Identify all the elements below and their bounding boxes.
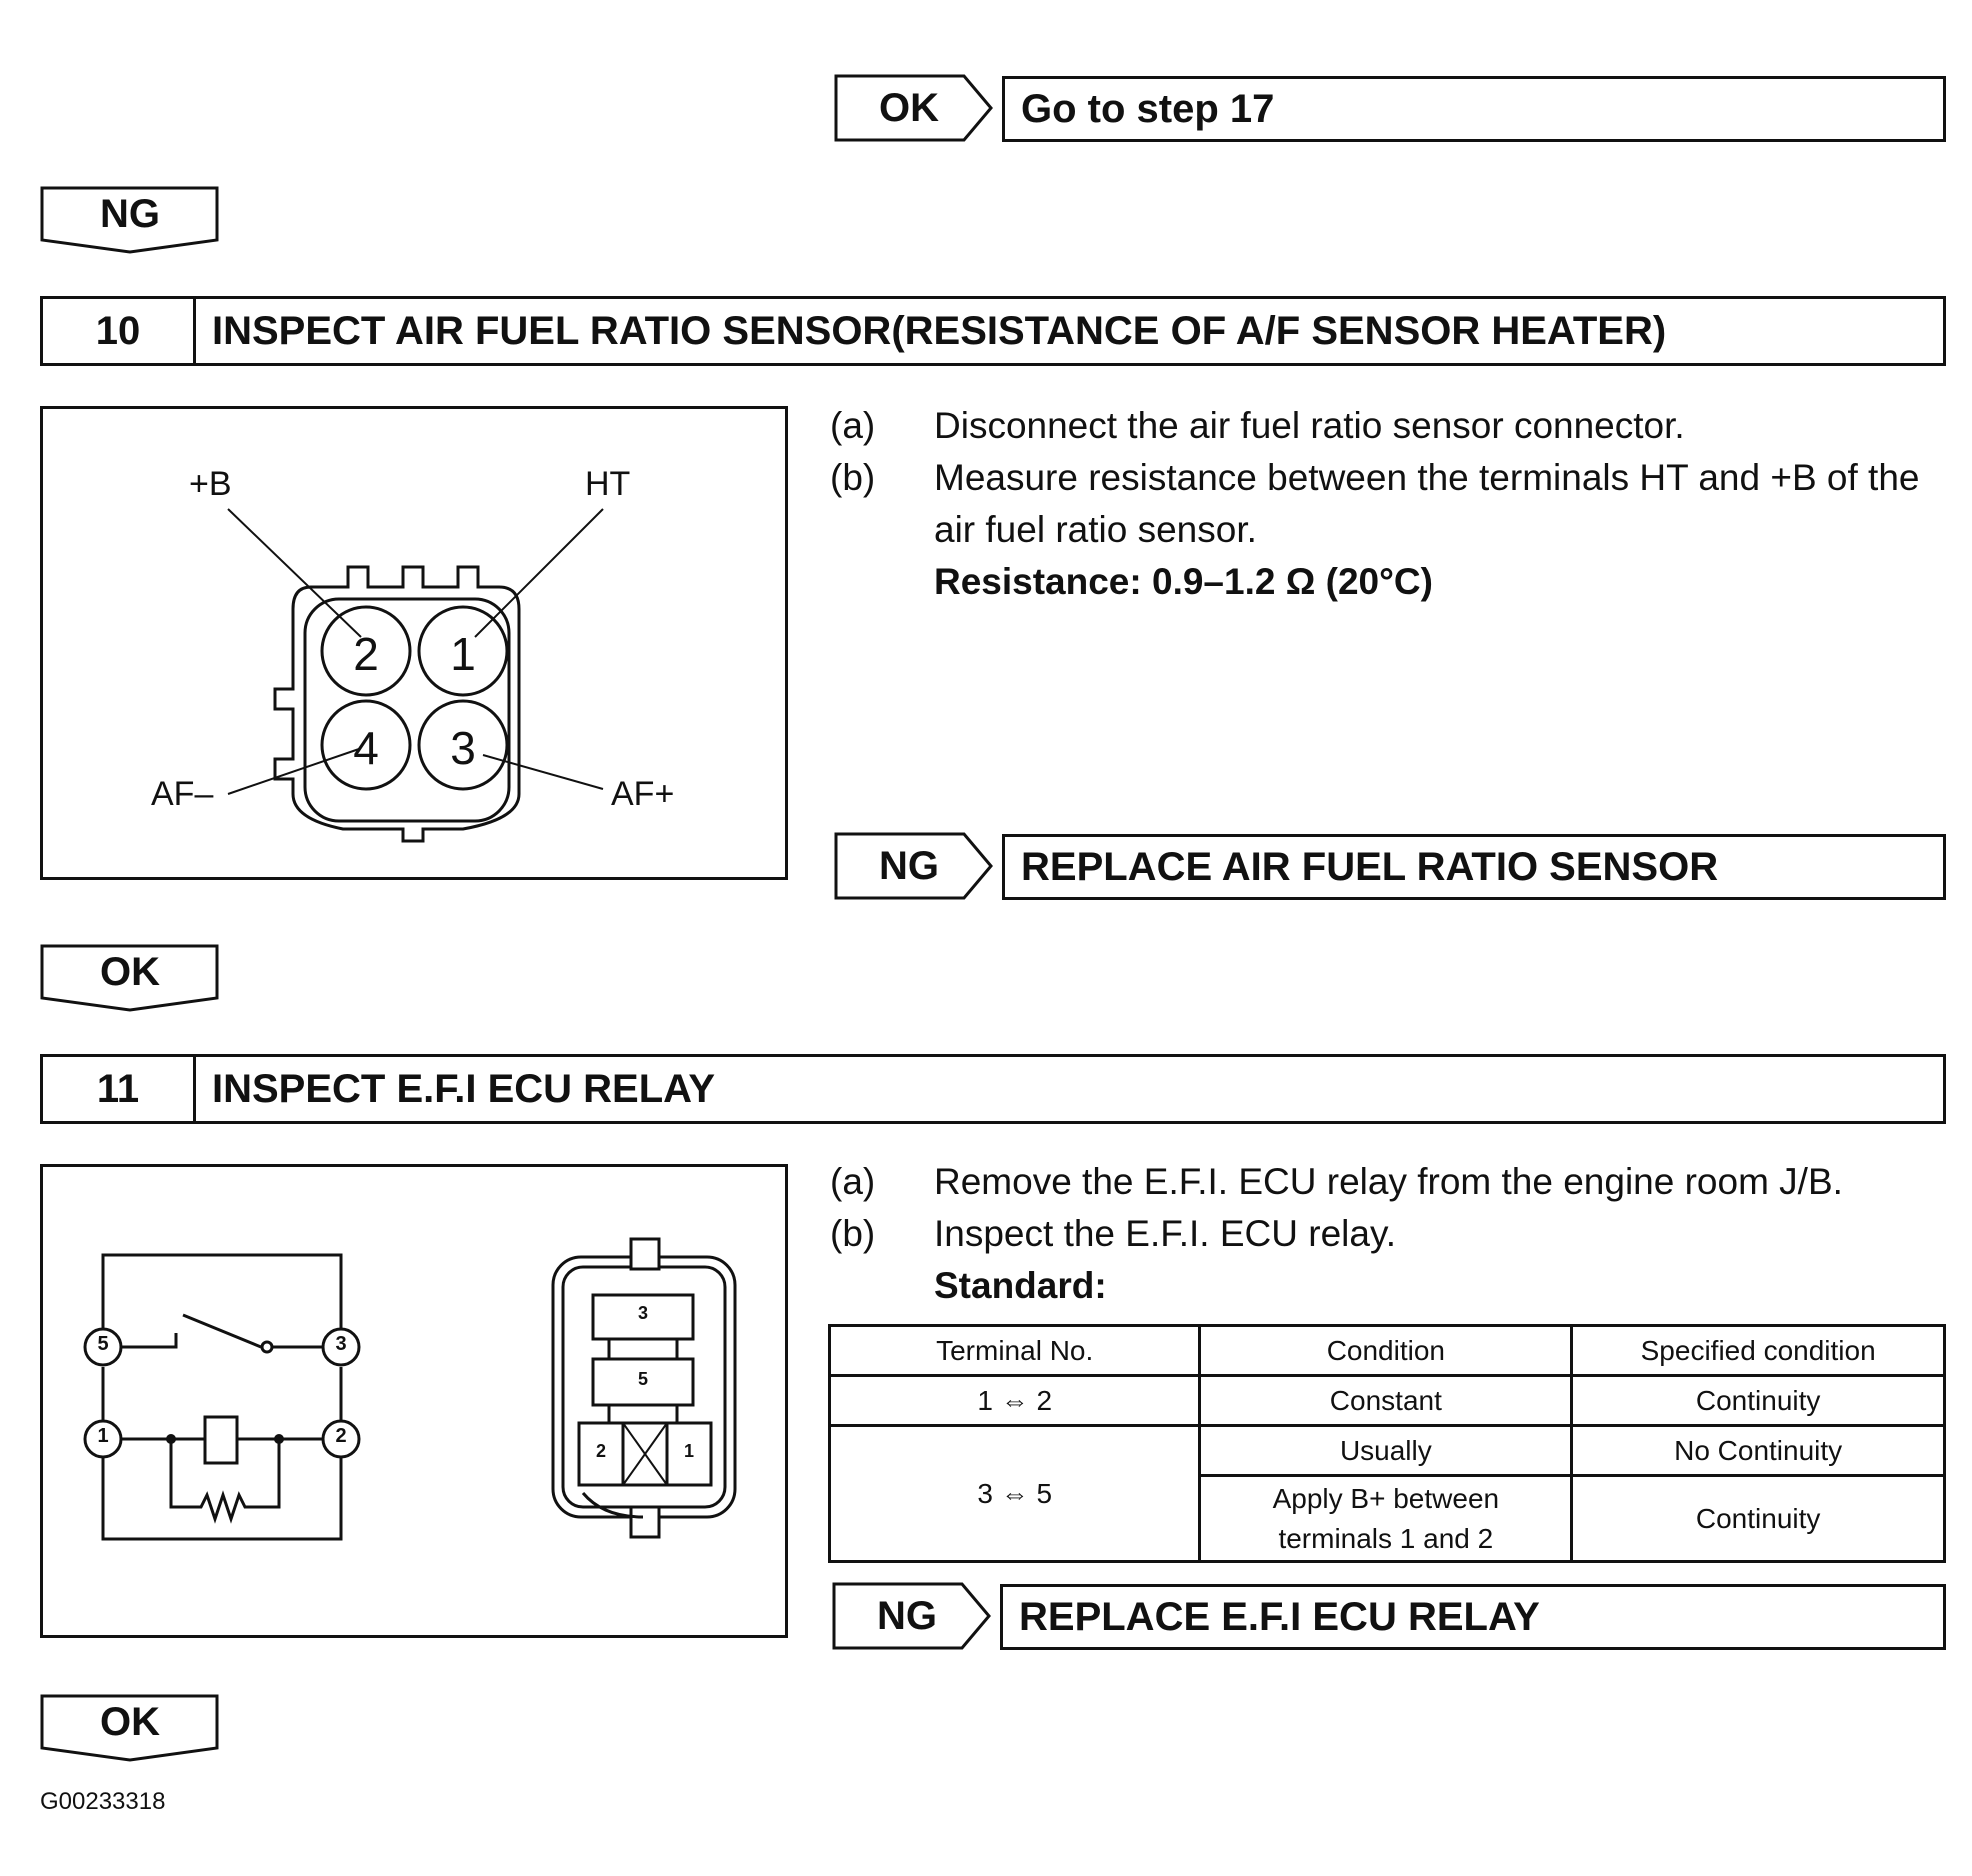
circuit-terminal-1: 1 <box>97 1425 109 1447</box>
af-sensor-connector-diagram <box>40 406 788 880</box>
relay-standard-table <box>828 1324 1946 1563</box>
ng-label-text: NG <box>879 843 939 888</box>
step-11-instructions <box>830 1156 1950 1312</box>
standard-label: Standard: <box>934 1265 1107 1306</box>
circuit-terminal-5: 5 <box>97 1333 109 1355</box>
instruction-text: Disconnect the air fuel ratio sensor connector. <box>934 405 1685 446</box>
instruction-marker: (a) <box>830 1161 876 1202</box>
table-cell: 3 ⇔ 5 <box>830 1426 1200 1562</box>
step-number: 10 <box>43 299 196 363</box>
step-11-header <box>40 1054 1946 1124</box>
efi-relay-diagram <box>40 1164 788 1638</box>
ok-label-text: OK <box>879 85 939 130</box>
ng-flow-text: NG <box>100 191 160 236</box>
pin-4: 4 <box>353 722 379 774</box>
figure-id: G00233318 <box>40 1788 166 1815</box>
instruction-b <box>830 452 1950 556</box>
replace-af-sensor: REPLACE AIR FUEL RATIO SENSOR <box>1002 834 1946 900</box>
pin-1: 1 <box>450 628 476 680</box>
relay-circuit-drawing <box>43 1167 785 1635</box>
relay-pin-3: 3 <box>637 1303 648 1323</box>
ng-result-label <box>834 832 994 900</box>
step-title: INSPECT AIR FUEL RATIO SENSOR(RESISTANCE OF A/F SENSOR HEATER) <box>212 308 1667 353</box>
instruction-marker: (b) <box>830 1213 876 1254</box>
table-cell: Apply B+ between terminals 1 and 2 <box>1200 1476 1572 1562</box>
relay-pin-2: 2 <box>595 1441 606 1461</box>
table-header-cell: Terminal No. <box>830 1326 1200 1376</box>
af-minus-label: AF– <box>151 775 214 813</box>
table-header-cell: Condition <box>1200 1326 1572 1376</box>
instruction-text: Inspect the E.F.I. ECU relay. <box>934 1213 1396 1254</box>
ok-result-label <box>834 74 994 142</box>
table-cell: 1 ⇔ 2 <box>830 1376 1200 1426</box>
instruction-marker: (b) <box>830 457 876 498</box>
step-number: 11 <box>43 1057 196 1121</box>
pin-2: 2 <box>353 628 379 680</box>
instruction-a <box>830 400 1950 452</box>
relay-pin-1: 1 <box>683 1441 694 1461</box>
relay-pin-5: 5 <box>637 1369 648 1389</box>
instruction-text: Measure resistance between the terminals HT and +B of the air fuel ratio sensor. <box>934 457 1920 550</box>
step-title: INSPECT E.F.I ECU RELAY <box>212 1066 716 1111</box>
ng-label-text: NG <box>877 1593 937 1638</box>
replace-efi-relay: REPLACE E.F.I ECU RELAY <box>1000 1584 1946 1650</box>
go-to-step-17: Go to step 17 <box>1002 76 1946 142</box>
table-cell: Constant <box>1200 1376 1572 1426</box>
af-plus-label: AF+ <box>611 775 675 813</box>
pin-3: 3 <box>450 722 476 774</box>
plus-b-label: +B <box>189 465 232 503</box>
ht-label: HT <box>585 465 631 503</box>
ok-flow-badge <box>40 944 220 1012</box>
ng-result-label <box>832 1582 992 1650</box>
instruction-text: Remove the E.F.I. ECU relay from the engine room J/B. <box>934 1161 1843 1202</box>
instruction-marker: (a) <box>830 405 876 446</box>
table-cell: Continuity <box>1572 1376 1945 1426</box>
step-10-header <box>40 296 1946 366</box>
table-header-cell: Specified condition <box>1572 1326 1945 1376</box>
ok-flow-badge <box>40 1694 220 1762</box>
resistance-spec: Resistance: 0.9–1.2 Ω (20°C) <box>934 561 1433 602</box>
ng-flow-badge <box>40 186 220 254</box>
ok-flow-text: OK <box>100 1699 160 1744</box>
table-cell: Usually <box>1200 1426 1572 1476</box>
table-row <box>830 1426 1945 1476</box>
instruction-b <box>830 1208 1950 1260</box>
instruction-a <box>830 1156 1950 1208</box>
table-header-row <box>830 1326 1945 1376</box>
circuit-terminal-2: 2 <box>335 1425 347 1447</box>
table-cell: Continuity <box>1572 1476 1945 1562</box>
table-cell: No Continuity <box>1572 1426 1945 1476</box>
step-10-instructions <box>830 400 1950 608</box>
ok-flow-text: OK <box>100 949 160 994</box>
circuit-terminal-3: 3 <box>335 1333 347 1355</box>
table-row <box>830 1376 1945 1426</box>
